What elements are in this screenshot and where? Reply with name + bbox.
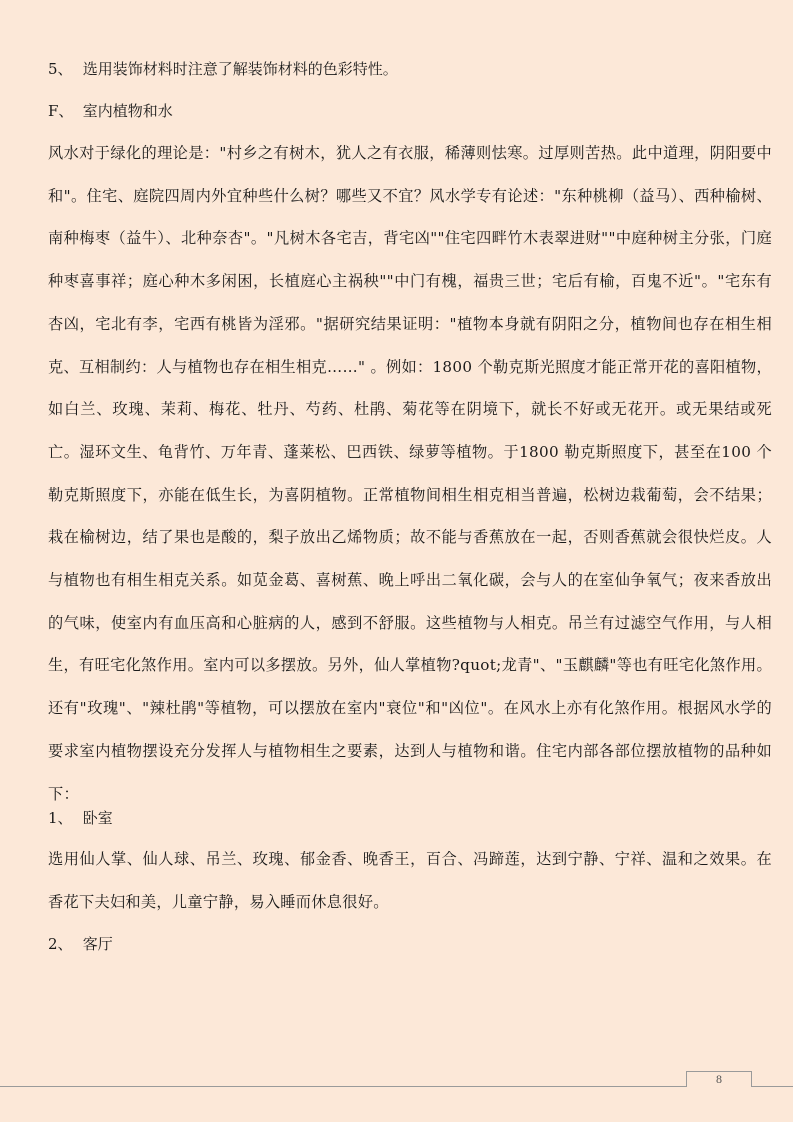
section-title: 室内植物和水	[82, 102, 173, 120]
page-number: 8	[686, 1071, 752, 1087]
main-paragraph: 风水对于绿化的理论是："村乡之有树木，犹人之有衣服，稀薄则怯寒。过厚则苦热。此中道理，阴阳要中和"。住宅、庭院四周内外宜种些什么树？哪些又不宜？风水学专有论述："东种桃柳（益马）、西种榆树、南种梅枣（益牛）、北种奈杏"。"凡树木各宅吉，背宅凶""住宅四畔竹木表翠进财""中庭种树主分张，门庭种枣喜事祥；庭心种木多闲困，长植庭心主祸秧""中门有槐，福贵三世；宅后有榆，百鬼不近"。"宅东有杏凶，宅北有李，宅西有桃皆为淫邪。"据研究结果证明："植物本身就有阴阳之分，植物间也存在相生相克、互相制约：人与植物也存在相生相克……" 。例如：1800 个勒克斯光照度才能正常开花的喜阳植物，如白兰、玫瑰、茉莉、梅花、牡丹、芍药、杜鹃、菊花等在阴境下，就长不好或无花开。或无果结或死亡。湿环文生、龟背竹、万年青、蓬莱松、巴西铁、绿萝等植物。于1800 勒克斯照度下，甚至在100 个勒克斯照度下，亦能在低生长，为喜阴植物。正常植物间相生相克相当普遍，松树边栽葡萄，会不结果；栽在榆树边，结了果也是酸的，梨子放出乙烯物质；故不能与香蕉放在一起，否则香蕉就会很快烂皮。人与植物也有相生相克关系。如苋金葛、喜树蕉、晚上呼出二氧化碳，会与人的在室仙争氧气；夜来香放出的气味，使室内有血压高和心脏病的人，感到不舒服。这些植物与人相克。吊兰有过滤空气作用，与人相生，有旺宅化煞作用。室内可以多摆放。另外，仙人掌植物?quot;龙青"、"玉麒麟"等也有旺宅化煞作用。还有"玫瑰"、"辣杜鹃"等植物，可以摆放在室内"衰位"和"凶位"。在风水上亦有化煞作用。根据风水学的要求室内植物摆设充分发挥人与植物相生之要素，达到人与植物和谐。住宅内部各部位摆放植物的品种如下：	[48, 144, 772, 803]
footer-divider	[0, 1086, 793, 1087]
section-heading-f	[48, 101, 173, 121]
bedroom-paragraph: 选用仙人掌、仙人球、吊兰、玫瑰、郁金香、晚香王，百合、冯蹄莲，达到宁静、宁祥、温和之效果。在香花下夫妇和美，儿童宁静，易入睡而休息很好。	[48, 850, 772, 911]
list-text: 选用装饰材料时注意了解装饰材料的色彩特性。	[82, 60, 398, 78]
list-item-2	[48, 934, 113, 954]
list-number: 5、	[48, 60, 73, 78]
list-number: 2、	[48, 935, 73, 953]
section-letter: F、	[48, 102, 74, 120]
list-number: 1、	[48, 809, 73, 827]
list-text: 客厅	[82, 935, 113, 953]
list-text: 卧室	[82, 809, 113, 827]
list-item-1	[48, 808, 113, 828]
list-item-5	[48, 59, 398, 79]
